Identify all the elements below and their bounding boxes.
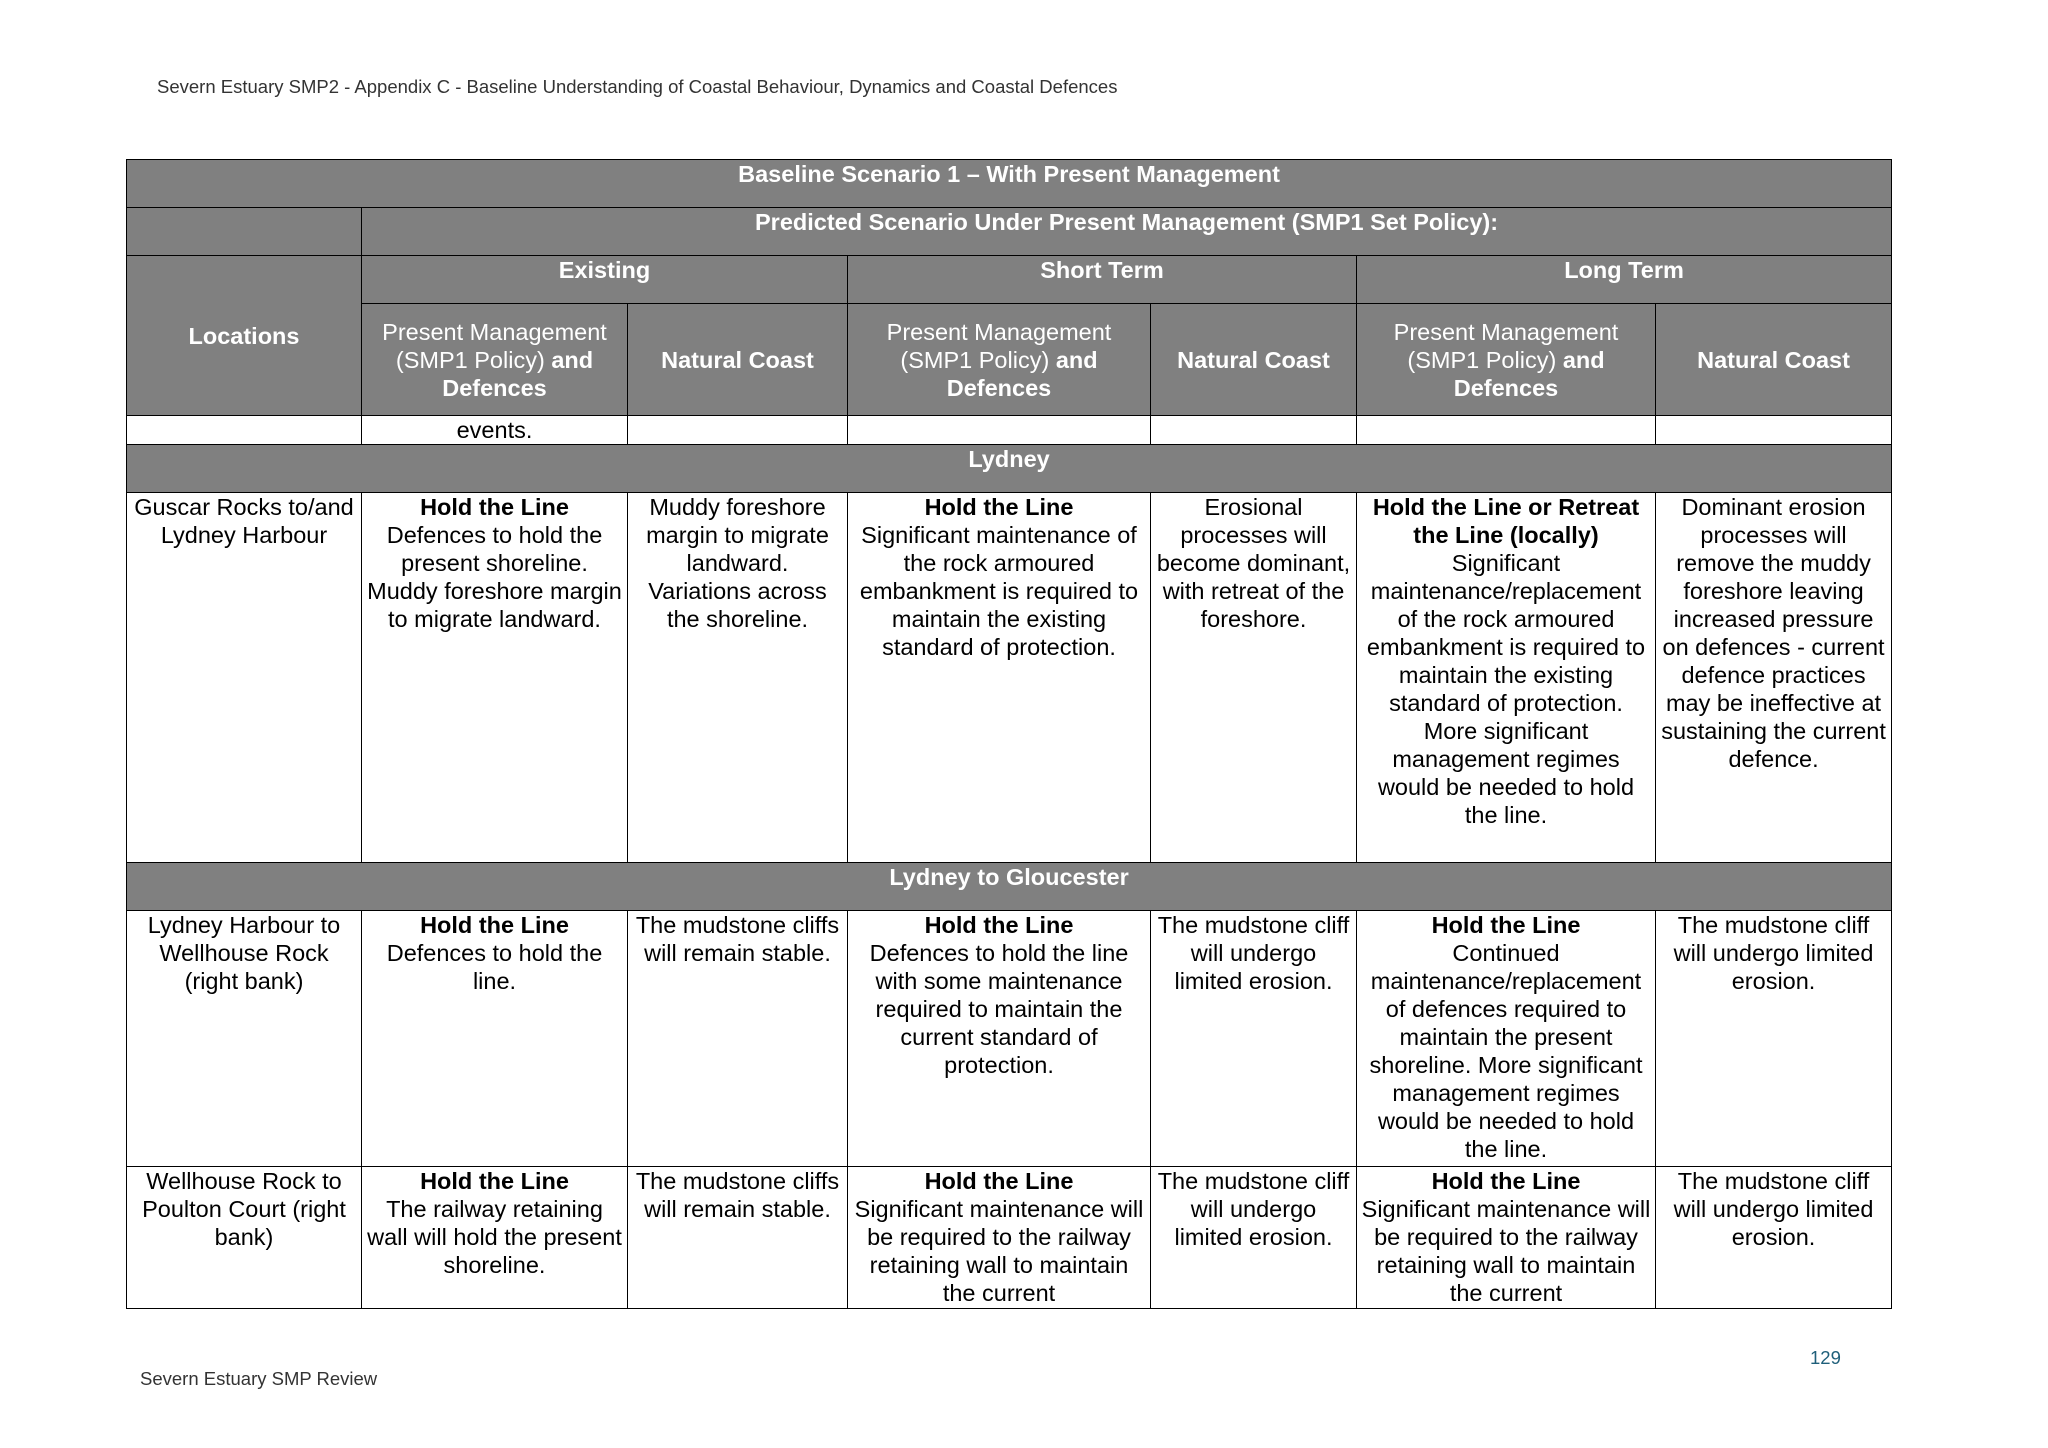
locations-header: Locations xyxy=(127,256,362,416)
long-nc-cell: The mudstone cliff will undergo limited erosion. xyxy=(1656,911,1892,1167)
existing-pm-cell: Hold the Line Defences to hold the line. xyxy=(362,911,628,1167)
term-short-header: Short Term xyxy=(848,256,1357,304)
short-nc-cell: The mudstone cliff will undergo limited erosion. xyxy=(1151,1167,1357,1309)
carry-over-row xyxy=(127,416,1892,445)
carry-over-text: events. xyxy=(362,416,628,445)
existing-pm-header: Present Management (SMP1 Policy) and Defences xyxy=(362,304,628,416)
running-header: Severn Estuary SMP2 - Appendix C - Baseline Understanding of Coastal Behaviour, Dynamics and Coastal Defences xyxy=(157,76,1118,97)
section-title-lydney: Lydney xyxy=(127,445,1892,493)
table-row xyxy=(127,493,1892,863)
long-nc-cell: The mudstone cliff will undergo limited erosion. xyxy=(1656,1167,1892,1309)
section-title-lydney-to-gloucester: Lydney to Gloucester xyxy=(127,863,1892,911)
short-pm-cell: Hold the Line Defences to hold the line with some maintenance required to maintain the current standard of protection. xyxy=(848,911,1151,1167)
existing-pm-cell: Hold the Line Defences to hold the present shoreline. Muddy foreshore margin to migrate landward. xyxy=(362,493,628,863)
short-pm-cell: Hold the Line Significant maintenance of the rock armoured embankment is required to maintain the existing standard of protection. xyxy=(848,493,1151,863)
short-nc-header: Natural Coast xyxy=(1151,304,1357,416)
short-pm-cell: Hold the Line Significant maintenance will be required to the railway retaining wall to maintain the current xyxy=(848,1167,1151,1309)
page-number: 129 xyxy=(1810,1347,1841,1368)
long-pm-header: Present Management (SMP1 Policy) and Defences xyxy=(1357,304,1656,416)
term-long-header: Long Term xyxy=(1357,256,1892,304)
existing-nc-header: Natural Coast xyxy=(628,304,848,416)
long-nc-header: Natural Coast xyxy=(1656,304,1892,416)
long-pm-cell: Hold the Line or Retreat the Line (locally) Significant maintenance/replacement of the rock armoured embankment is required to maintain the existing standard of protection. More significant management regimes would be needed to hold the line. xyxy=(1357,493,1656,863)
baseline-scenario-table xyxy=(126,159,1892,1309)
location-cell: Guscar Rocks to/and Lydney Harbour xyxy=(127,493,362,863)
table-row xyxy=(127,1167,1892,1309)
short-nc-cell: The mudstone cliff will undergo limited erosion. xyxy=(1151,911,1357,1167)
table-row xyxy=(127,911,1892,1167)
existing-nc-cell: Muddy foreshore margin to migrate landward. Variations across the shoreline. xyxy=(628,493,848,863)
existing-nc-cell: The mudstone cliffs will remain stable. xyxy=(628,911,848,1167)
location-cell: Wellhouse Rock to Poulton Court (right bank) xyxy=(127,1167,362,1309)
location-cell: Lydney Harbour to Wellhouse Rock (right bank) xyxy=(127,911,362,1167)
short-nc-cell: Erosional processes will become dominant, with retreat of the foreshore. xyxy=(1151,493,1357,863)
long-nc-cell: Dominant erosion processes will remove the muddy foreshore leaving increased pressure on defences - current defence practices may be ineffective at sustaining the current defence. xyxy=(1656,493,1892,863)
running-footer: Severn Estuary SMP Review xyxy=(140,1368,378,1389)
long-pm-cell: Hold the Line Continued maintenance/replacement of defences required to maintain the present shoreline. More significant management regimes would be needed to hold the line. xyxy=(1357,911,1656,1167)
predicted-scenario-header: Predicted Scenario Under Present Management (SMP1 Set Policy): xyxy=(362,208,1892,256)
blank-header-cell xyxy=(127,208,362,256)
existing-pm-cell: Hold the Line The railway retaining wall will hold the present shoreline. xyxy=(362,1167,628,1309)
table-title: Baseline Scenario 1 – With Present Management xyxy=(127,160,1892,208)
existing-nc-cell: The mudstone cliffs will remain stable. xyxy=(628,1167,848,1309)
long-pm-cell: Hold the Line Significant maintenance will be required to the railway retaining wall to maintain the current xyxy=(1357,1167,1656,1309)
term-existing-header: Existing xyxy=(362,256,848,304)
short-pm-header: Present Management (SMP1 Policy) and Defences xyxy=(848,304,1151,416)
